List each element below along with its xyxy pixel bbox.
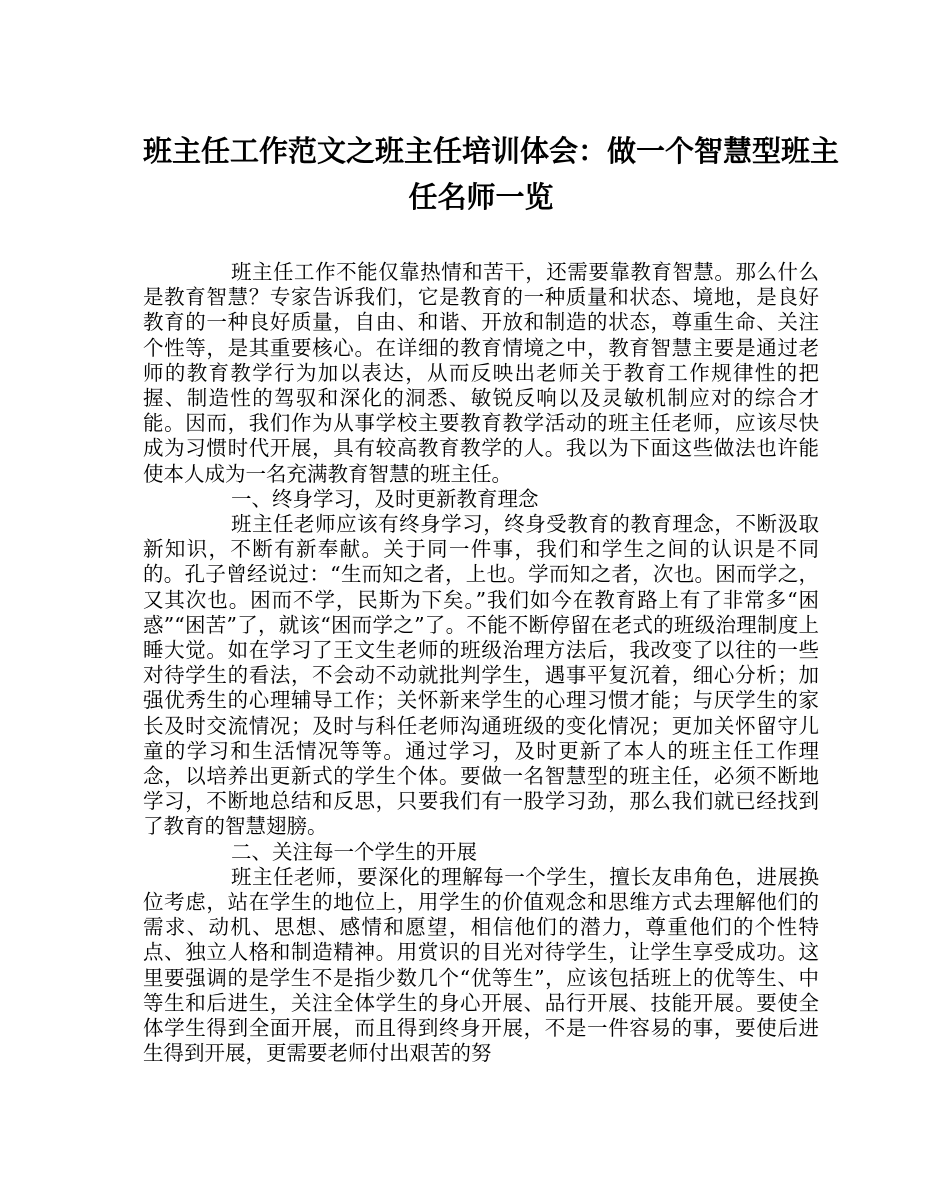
document-title-line-1: 班主任工作范文之班主任培训体会：做一个智慧型班主 bbox=[143, 134, 840, 168]
document-body bbox=[143, 260, 819, 1067]
paragraph-intro: 班主任工作不能仅靠热情和苦干，还需要靠教育智慧。那么什么是教育智慧？专家告诉我们，它是教育的一种质量和状态、境地，是良好教育的一种良好质量，自由、和谐、开放和制造的状态，尊重生命、关注个性等，是其重要核心。在详细的教育情境之中，教育智慧主要是通过老师的教育教学行为加以表达，从而反映出老师关于教育工作规律性的把握、制造性的驾驭和深化的洞悉、敏锐反响以及灵敏机制应对的综合才能。因而，我们作为从事学校主要教育教学活动的班主任老师，应该尽快成为习惯时代开展，具有较高教育教学的人。我以为下面这些做法也许能使本人成为一名充满教育智慧的班主任。 bbox=[143, 260, 819, 486]
document-title bbox=[143, 128, 840, 220]
paragraph-section-1: 班主任老师应该有终身学习，终身受教育的教育理念，不断汲取新知识，不断有新奉献。关于同一件事，我们和学生之间的认识是不同的。孔子曾经说过：“生而知之者，上也。学而知之者，次也。困而学之，又其次也。困而不学，民斯为下矣。”我们如今在教育路上有了非常多“困惑”“困苦”了，就该“困而学之”了。不能不断停留在老式的班级治理制度上睡大觉。如在学习了王文生老师的班级治理方法后，我改变了以往的一些对待学生的看法，不会动不动就批判学生，遇事平复沉着，细心分析；加强优秀生的心理辅导工作；关怀新来学生的心理习惯才能；与厌学生的家长及时交流情况；及时与科任老师沟通班级的变化情况；更加关怀留守儿童的学习和生活情况等等。通过学习，及时更新了本人的班主任工作理念，以培养出更新式的学生个体。要做一名智慧型的班主任，必须不断地学习，不断地总结和反思，只要我们有一股学习劲，那么我们就已经找到了教育的智慧翅膀。 bbox=[143, 512, 819, 839]
section-heading-2: 二、关注每一个学生的开展 bbox=[231, 839, 477, 864]
document-title-line-2: 任名师一览 bbox=[408, 180, 554, 214]
document-page bbox=[143, 128, 840, 1067]
paragraph-section-2: 班主任老师，要深化的理解每一个学生，擅长友串角色，进展换位考虑，站在学生的地位上，用学生的价值观念和思维方式去理解他们的需求、动机、思想、感情和愿望，相信他们的潜力，尊重他们的个性特点、独立人格和制造精神。用赏识的目光对待学生，让学生享受成功。这里要强调的是学生不是指少数几个“优等生”，应该包括班上的优等生、中等生和后进生，关注全体学生的身心开展、品行开展、技能开展。要使全体学生得到全面开展，而且得到终身开展，不是一件容易的事，要使后进生得到开展，更需要老师付出艰苦的努 bbox=[143, 864, 819, 1066]
section-heading-1: 一、终身学习，及时更新教育理念 bbox=[231, 486, 539, 511]
